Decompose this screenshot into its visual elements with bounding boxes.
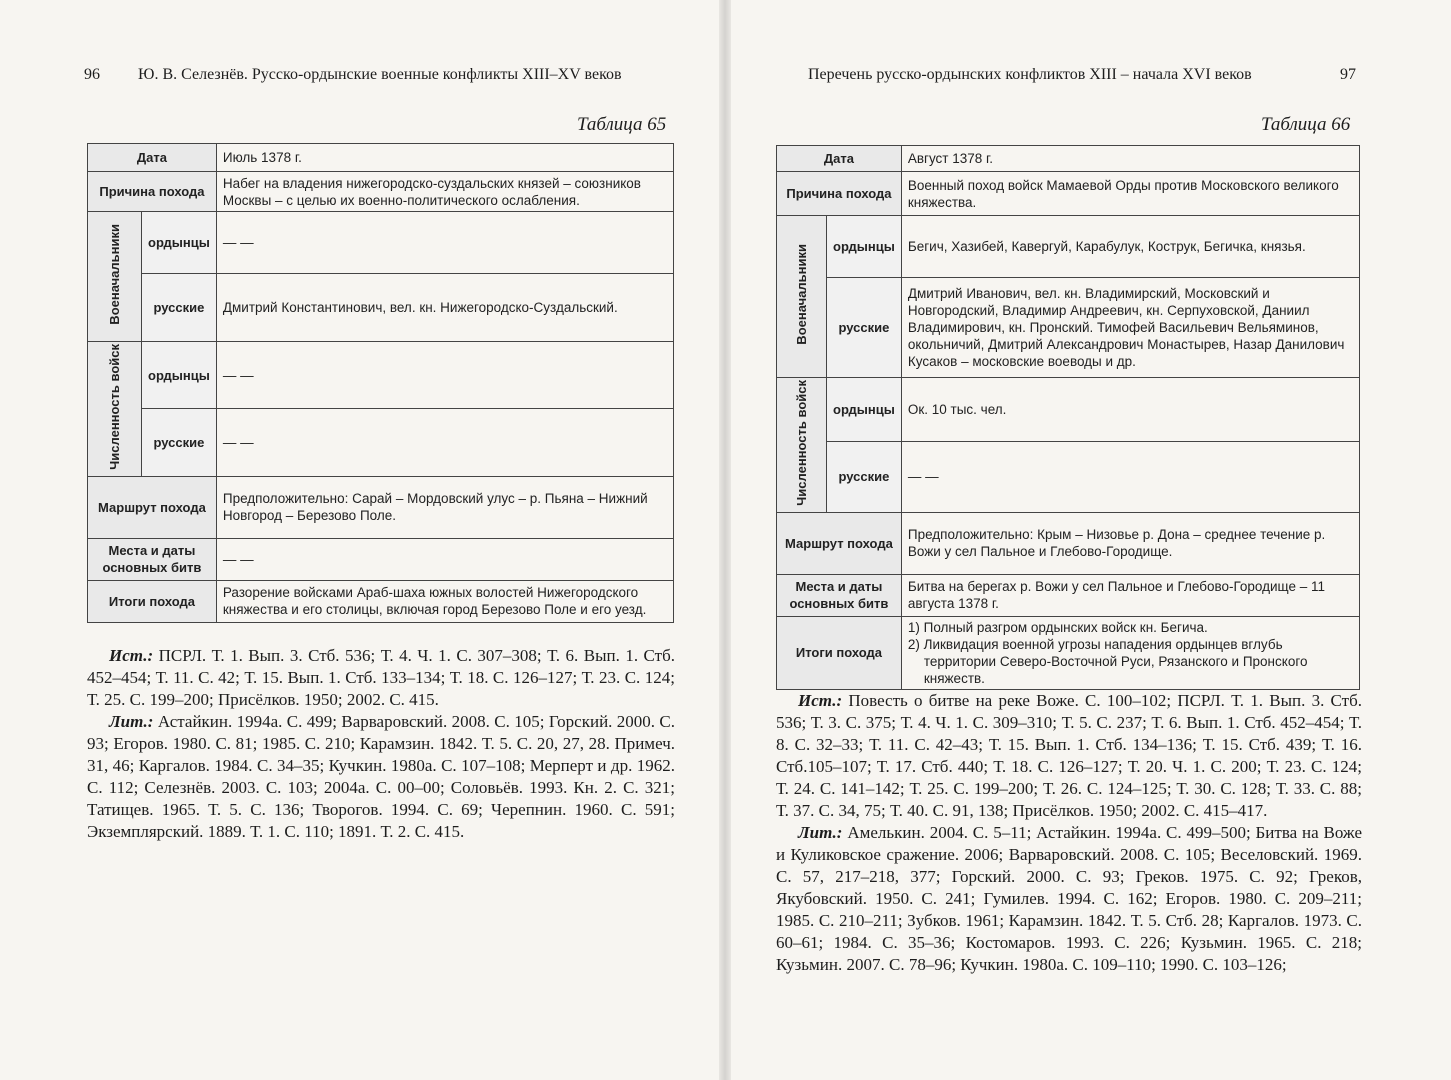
label-cause: Причина похода bbox=[88, 172, 217, 212]
label-commanders-orda: ордынцы bbox=[142, 212, 217, 274]
label-battles: Места и даты основных битв bbox=[88, 538, 217, 580]
label-commanders-orda: ордынцы bbox=[827, 216, 902, 278]
conflict-table bbox=[776, 145, 1360, 690]
value-route: Предположительно: Крым – Низовье р. Дона – среднее течение р. Вожи у сел Пальное и Глебово-Городище. bbox=[901, 512, 1359, 574]
value-commanders-rus: Дмитрий Иванович, вел. кн. Владимирский, Московский и Новгородский, Владимир Андреевич, кн. Серпуховской, Даниил Владимирович, кн. Пронский. Тимофей Васильевич Вельяминов, окольничий, Дмитрий Александрович Монастырев, Назар Данилович Кусаков – московские воеводы и др. bbox=[901, 278, 1359, 378]
right-page bbox=[726, 0, 1451, 1080]
value-results bbox=[901, 616, 1359, 689]
label-commanders: Военачальники bbox=[88, 212, 142, 342]
page-number: 97 bbox=[1340, 66, 1356, 83]
sources-paragraph: Ист.: ПСРЛ. Т. 1. Вып. 3. Стб. 536; Т. 4. Ч. 1. С. 307–308; Т. 6. Вып. 1. Стб. 452–454; Т. 11. С. 42; Т. 15. Вып. 1. Стб. 133–134; Т. 18. С. 126–127; Т. 23. С. 124; Т. 25. С. 199–200; Присёлков. 1950; 2002. С. 415. bbox=[87, 646, 676, 709]
label-date: Дата bbox=[88, 144, 217, 172]
value-battles: — — bbox=[216, 538, 673, 580]
label-route: Маршрут похода bbox=[777, 512, 902, 574]
label-date: Дата bbox=[777, 146, 902, 172]
label-results: Итоги похода bbox=[88, 580, 217, 622]
value-commanders-orda: — — bbox=[216, 212, 673, 274]
label-troops: Численность войск bbox=[777, 378, 827, 513]
label-route: Маршрут похода bbox=[88, 476, 217, 538]
value-troops-rus: — — bbox=[901, 442, 1359, 513]
page-number: 96 bbox=[84, 66, 100, 83]
label-results: Итоги похода bbox=[777, 616, 902, 689]
label-troops-rus: русские bbox=[827, 442, 902, 513]
label-battles: Места и даты основных битв bbox=[777, 574, 902, 616]
value-commanders-orda: Бегич, Хазибей, Кавергуй, Карабулук, Кострук, Бегичка, князья. bbox=[901, 216, 1359, 278]
label-commanders-rus: русские bbox=[142, 274, 217, 342]
value-cause: Набег на владения нижегородско-суздальских князей – союзников Москвы – с целью их военно-политического ослабления. bbox=[216, 172, 673, 212]
references bbox=[776, 690, 1362, 976]
label-troops-orda: ордынцы bbox=[142, 342, 217, 409]
label-commanders: Военачальники bbox=[777, 216, 827, 378]
table-caption: Таблица 66 bbox=[1261, 114, 1351, 135]
running-head: Перечень русско-ордынских конфликтов XIII – начала XVI веков bbox=[808, 66, 1252, 83]
sources-paragraph: Ист.: Повесть о битве на реке Воже. С. 100–102; ПСРЛ. Т. 1. Вып. 3. Стб. 536; Т. 3. С. 375; Т. 4. Ч. 1. С. 309–310; Т. 5. С. 237; Т. 6. Вып. 1. Стб. 452–454; Т. 8. С. 32–33; Т. 11. С. 42–43; Т. 15. Вып. 1. Стб. 134–136; Т. 15. Стб. 439; Т. 16. Стб.105–107; Т. 17. Стб. 440; Т. 18. С. 126–127; Т. 20. Ч. 1. С. 200; Т. 23. С. 124; Т. 24. С. 141–142; Т. 25. С. 199–200; Т. 26. С. 124–125; Т. 30. С. 128; Т. 33. С. 88; Т. 37. С. 34, 75; Т. 40. С. 91, 138; Присёлков. 1950; 2002. С. 415–417. bbox=[776, 691, 1362, 820]
value-troops-orda: — — bbox=[216, 342, 673, 409]
value-troops-rus: — — bbox=[216, 409, 673, 476]
table-caption: Таблица 65 bbox=[577, 114, 667, 135]
label-troops-orda: ордынцы bbox=[827, 378, 902, 442]
literature-paragraph: Лит.: Амелькин. 2004. С. 5–11; Астайкин. 1994а. С. 499–500; Битва на Воже и Куликовское сражение. 2006; Варваровский. 2008. С. 105; Веселовский. 1969. С. 57, 217–218, 377; Горский. 2000. С. 93; Греков. 1975. С. 92; Греков, Якубовский. 1950. С. 241; Гумилев. 1994. С. 162; Егоров. 1980. С. 209–211; 1985. С. 210–211; Зубков. 1961; Карамзин. 1842. Т. 5. Стб. 28; Каргалов. 1973. С. 60–61; 1984. С. 35–36; Костомаров. 1993. С. 226; Кузьмин. 1965. С. 218; Кузьмин. 2007. С. 78–96; Кучкин. 1980а. С. 109–110; 1990. С. 103–126; bbox=[776, 823, 1362, 974]
references bbox=[87, 645, 675, 843]
results-item-1: 1) Полный разгром ордынских войск кн. Бегича. bbox=[907, 619, 1208, 635]
value-cause: Военный поход войск Мамаевой Орды против Московского великого княжества. bbox=[901, 172, 1359, 216]
left-page bbox=[0, 0, 724, 1080]
value-route: Предположительно: Сарай – Мордовский улус – р. Пьяна – Нижний Новгород – Березово Поле. bbox=[216, 476, 673, 538]
running-head: Ю. В. Селезнёв. Русско-ордынские военные конфликты XIII–XV веков bbox=[138, 66, 622, 83]
label-commanders-rus: русские bbox=[827, 278, 902, 378]
results-item-2: 2) Ликвидация военной угрозы нападения ордынцев вглубь территории Северо-Восточной Руси, Рязанского и Пронского княжеств. bbox=[907, 636, 1308, 686]
value-commanders-rus: Дмитрий Константинович, вел. кн. Нижегородско-Суздальский. bbox=[216, 274, 673, 342]
value-date: Август 1378 г. bbox=[901, 146, 1359, 172]
value-date: Июль 1378 г. bbox=[216, 144, 673, 172]
literature-paragraph: Лит.: Астайкин. 1994а. С. 499; Варваровский. 2008. С. 105; Горский. 2000. С. 93; Егоров. 1980. С. 81; 1985. С. 210; Карамзин. 1842. Т. 5. С. 20, 27, 28. Примеч. 31, 46; Каргалов. 1984. С. 34–35; Кучкин. 1980а. С. 107–108; Мерперт и др. 1962. С. 112; Селезнёв. 2003. С. 103; 2004а. С. 00–00; Соловьёв. 1993. Кн. 2. С. 321; Татищев. 1965. Т. 5. С. 136; Творогов. 1994. С. 69; Черепнин. 1960. С. 591; Экземплярский. 1889. Т. 1. С. 110; 1891. Т. 2. С. 415. bbox=[87, 712, 676, 841]
label-troops: Численность войск bbox=[88, 342, 142, 477]
value-results: Разорение войсками Араб-шаха южных волостей Нижегородского княжества и его столицы, включая город Березово Поле и его уезд. bbox=[216, 580, 673, 622]
value-battles: Битва на берегах р. Вожи у сел Пальное и Глебово-Городище – 11 августа 1378 г. bbox=[901, 574, 1359, 616]
label-cause: Причина похода bbox=[777, 172, 902, 216]
conflict-table bbox=[87, 143, 674, 623]
label-troops-rus: русские bbox=[142, 409, 217, 476]
value-troops-orda: Ок. 10 тыс. чел. bbox=[901, 378, 1359, 442]
